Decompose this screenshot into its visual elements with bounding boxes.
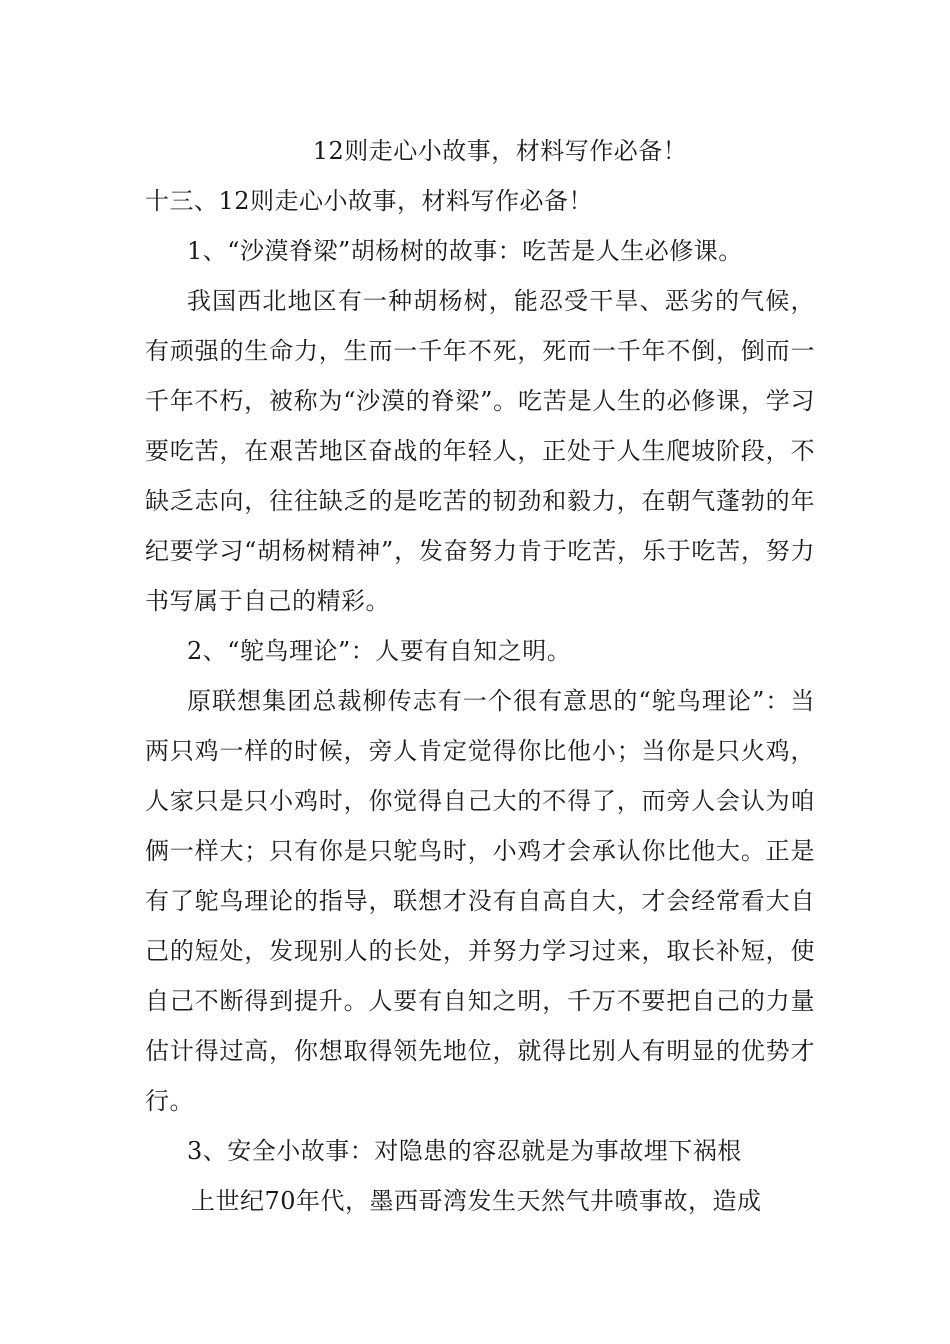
story-1-heading: 1、“沙漠脊梁”胡杨树的故事：吃苦是人生必修课。 <box>187 237 743 265</box>
document-title: 12则走心小故事，材料写作必备！ <box>312 137 688 165</box>
story-1-body: 我国西北地区有一种胡杨树，能忍受干旱、恶劣的气候，有顽强的生命力，生而一千年不死，死而一千年不倒，倒而一千年不朽，被称为“沙漠的脊梁”。吃苦是人生的必修课，学习要吃苦，在艰苦地区奋战的年轻人，正处于人生爬坡阶段，不缺乏志向，往往缺乏的是吃苦的韧劲和毅力，在朝气蓬勃的年纪要学习“胡杨树精神”，发奋努力肯于吃苦，乐于吃苦，努力书写属于自己的精彩。 <box>145 287 815 615</box>
story-3-heading: 3、安全小故事：对隐患的容忍就是为事故埋下祸根 <box>187 1137 742 1165</box>
story-2-heading: 2、“鸵鸟理论”：人要有自知之明。 <box>187 637 572 665</box>
section-heading: 十三、12则走心小故事，材料写作必备！ <box>145 187 594 215</box>
story-3-body: 上世纪70年代，墨西哥湾发生天然气井喷事故，造成 <box>191 1187 762 1215</box>
document-content <box>145 126 815 1226</box>
story-2-body: 原联想集团总裁柳传志有一个很有意思的“鸵鸟理论”：当两只鸡一样的时候，旁人肯定觉得你比他小；当你是只火鸡，人家只是只小鸡时，你觉得自己大的不得了，而旁人会认为咱俩一样大；只有你是只鸵鸟时，小鸡才会承认你比他大。正是有了鸵鸟理论的指导，联想才没有自高自大，才会经常看大自己的短处，发现别人的长处，并努力学习过来，取长补短，使自己不断得到提升。人要有自知之明，千万不要把自己的力量估计得过高，你想取得领先地位，就得比别人有明显的优势才行。 <box>145 687 815 1115</box>
